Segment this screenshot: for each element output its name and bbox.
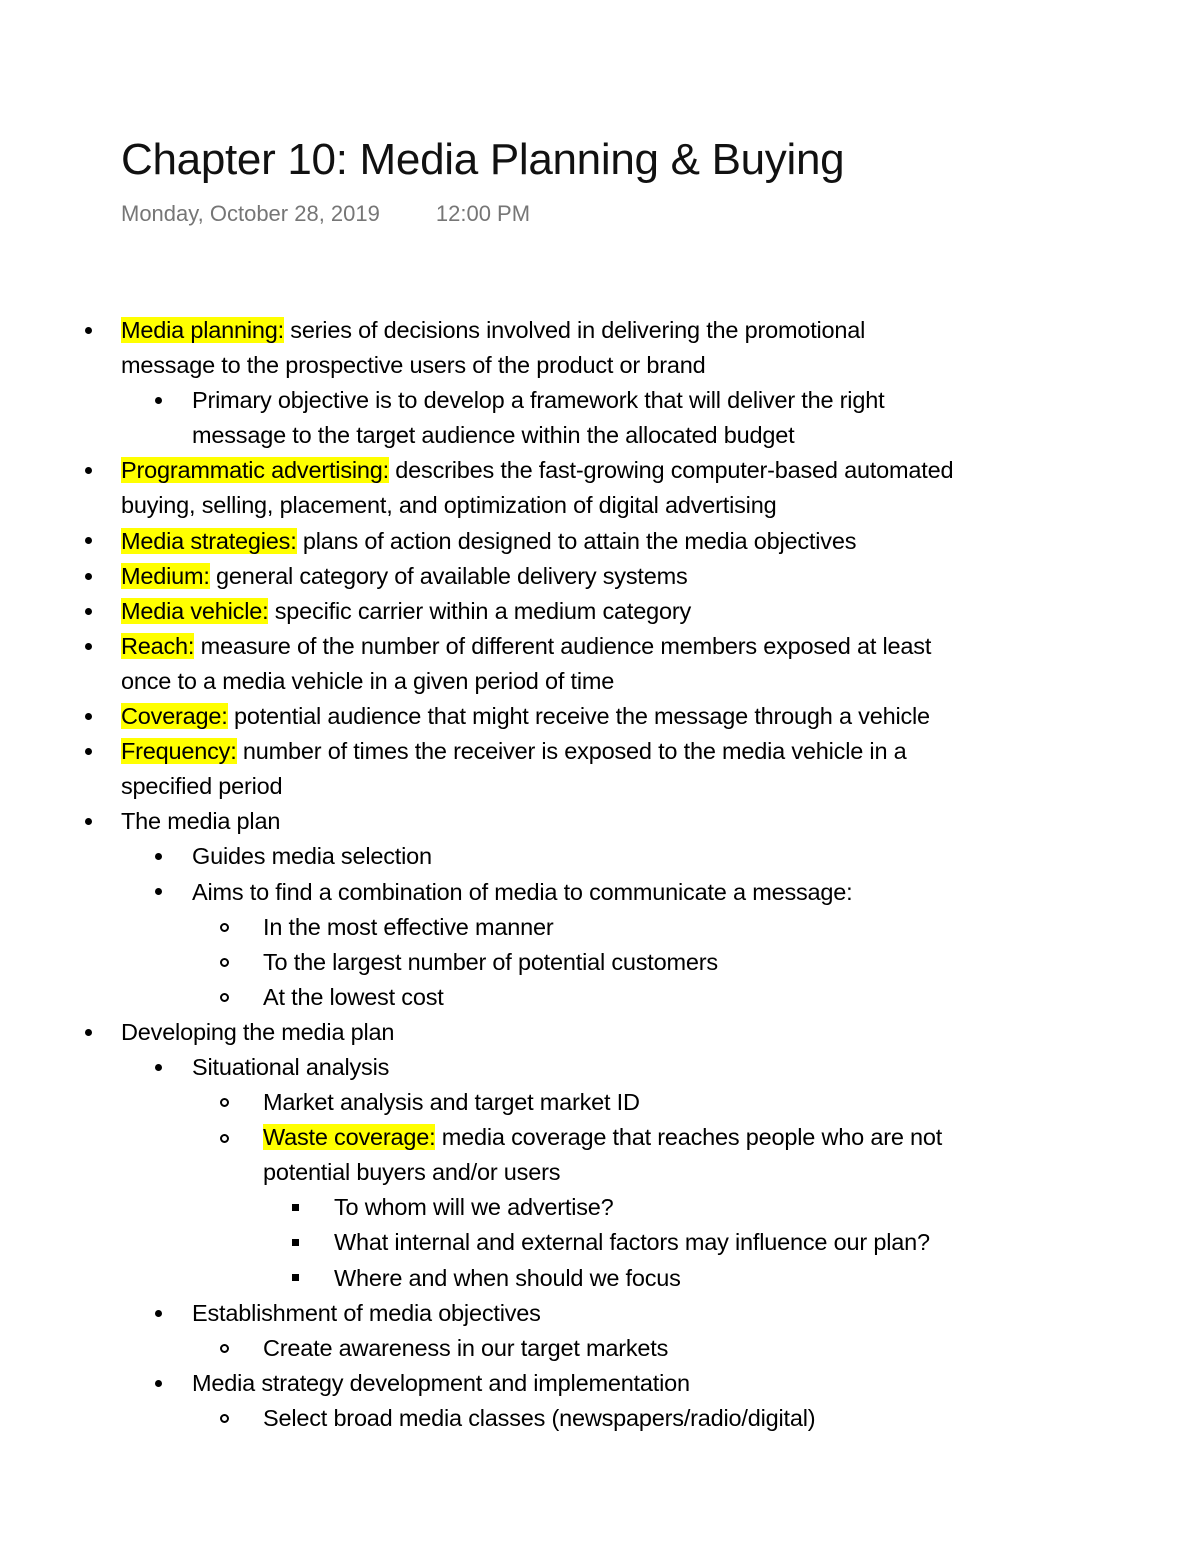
list-item [0, 1296, 1200, 1331]
list-item [0, 594, 1200, 629]
list-item [0, 1366, 1200, 1401]
list-item [0, 1401, 1200, 1436]
item-text: Aims to find a combination of media to communicate a message: [192, 878, 853, 905]
bullet-icon [155, 875, 162, 910]
highlighted-term: Media vehicle: [121, 597, 269, 624]
list-item [0, 1225, 1200, 1260]
square-bullet-icon [292, 1225, 299, 1260]
highlighted-term: Media planning: [121, 317, 284, 343]
highlighted-term: Coverage: [121, 703, 228, 730]
item-text: In the most effective manner [263, 913, 554, 940]
bullet-icon [155, 1050, 162, 1085]
bullet-icon [155, 839, 162, 874]
bullet-icon [85, 313, 92, 348]
page-time: 12:00 PM [435, 201, 531, 226]
item-text: Market analysis and target market ID [263, 1089, 640, 1116]
bullet-icon [85, 453, 92, 488]
item-text: To whom will we advertise? [334, 1194, 614, 1221]
item-text-continued: once to a media vehicle in a given period of time [121, 667, 615, 694]
bullet-icon [85, 804, 92, 839]
item-text: Guides media selection [192, 843, 432, 870]
hollow-bullet-icon [220, 1120, 229, 1155]
list-item [0, 313, 1200, 383]
list-item [0, 875, 1200, 910]
list-item [0, 1190, 1200, 1225]
list-item [0, 734, 1200, 804]
item-text: measure of the number of different audience members exposed at least [194, 632, 932, 659]
list-item [0, 1050, 1200, 1085]
item-text: The media plan [121, 808, 281, 835]
list-item [0, 1261, 1200, 1296]
item-text: plans of action designed to attain the media objectives [296, 527, 857, 554]
bullet-icon [155, 1366, 162, 1401]
highlighted-term: Frequency: [121, 738, 237, 765]
bullet-icon [85, 1015, 92, 1050]
highlighted-term: Medium: [121, 562, 210, 589]
list-item [0, 1331, 1200, 1366]
square-bullet-icon [292, 1261, 299, 1296]
item-text: specific carrier within a medium category [268, 597, 692, 624]
list-item [0, 980, 1200, 1015]
list-item [0, 910, 1200, 945]
hollow-bullet-icon [220, 910, 229, 945]
bullet-icon [85, 629, 92, 664]
item-text-continued: message to the prospective users of the product or brand [121, 352, 706, 379]
list-item [0, 699, 1200, 734]
highlighted-term: Programmatic advertising: [121, 457, 389, 484]
page-timestamp [121, 199, 530, 229]
hollow-bullet-icon [220, 1085, 229, 1120]
bullet-icon [155, 1296, 162, 1331]
item-text: Select broad media classes (newspapers/radio/digital) [263, 1404, 816, 1431]
item-text: To the largest number of potential customers [263, 948, 718, 975]
outline-list [0, 313, 1200, 1436]
item-text: Establishment of media objectives [192, 1299, 541, 1326]
item-text-continued: potential buyers and/or users [263, 1159, 561, 1186]
list-item [0, 629, 1200, 699]
highlighted-term: Reach: [121, 632, 195, 659]
page-title: Chapter 10: Media Planning & Buying [121, 135, 845, 184]
item-text-continued: message to the target audience within the allocated budget [192, 422, 795, 449]
item-text: potential audience that might receive the message through a vehicle [227, 703, 930, 730]
list-item [0, 453, 1200, 523]
item-text-continued: specified period [121, 773, 283, 800]
highlighted-term: Waste coverage: [263, 1124, 436, 1151]
list-item [0, 559, 1200, 594]
list-item [0, 383, 1200, 453]
page-date: Monday, October 28, 2019 [121, 201, 380, 226]
highlighted-term: Media strategies: [121, 527, 297, 554]
hollow-bullet-icon [220, 945, 229, 980]
list-item [0, 1015, 1200, 1050]
item-text: What internal and external factors may influence our plan? [334, 1229, 930, 1256]
item-text: media coverage that reaches people who are not [435, 1124, 943, 1151]
item-text: number of times the receiver is exposed to the media vehicle in a [236, 738, 907, 765]
list-item [0, 1085, 1200, 1120]
bullet-icon [85, 594, 92, 629]
item-text: general category of available delivery systems [209, 562, 688, 589]
hollow-bullet-icon [220, 980, 229, 1015]
item-text: Primary objective is to develop a framework that will deliver the right [192, 387, 885, 414]
item-text: Media strategy development and implementation [192, 1369, 690, 1396]
list-item [0, 1120, 1200, 1190]
item-text: Create awareness in our target markets [263, 1334, 669, 1361]
list-item [0, 839, 1200, 874]
hollow-bullet-icon [220, 1401, 229, 1436]
item-text: At the lowest cost [263, 983, 444, 1010]
list-item [0, 524, 1200, 559]
bullet-icon [155, 383, 162, 418]
item-text: Situational analysis [192, 1053, 390, 1080]
item-text-continued: buying, selling, placement, and optimization of digital advertising [121, 492, 777, 519]
item-text: Where and when should we focus [334, 1264, 681, 1291]
bullet-icon [85, 559, 92, 594]
item-text: Developing the media plan [121, 1018, 395, 1045]
list-item [0, 804, 1200, 839]
bullet-icon [85, 734, 92, 769]
list-item [0, 945, 1200, 980]
bullet-icon [85, 699, 92, 734]
bullet-icon [85, 524, 92, 559]
item-text: describes the fast-growing computer-based automated [388, 457, 954, 484]
square-bullet-icon [292, 1190, 299, 1225]
item-text: series of decisions involved in delivering the promotional [283, 317, 866, 343]
hollow-bullet-icon [220, 1331, 229, 1366]
